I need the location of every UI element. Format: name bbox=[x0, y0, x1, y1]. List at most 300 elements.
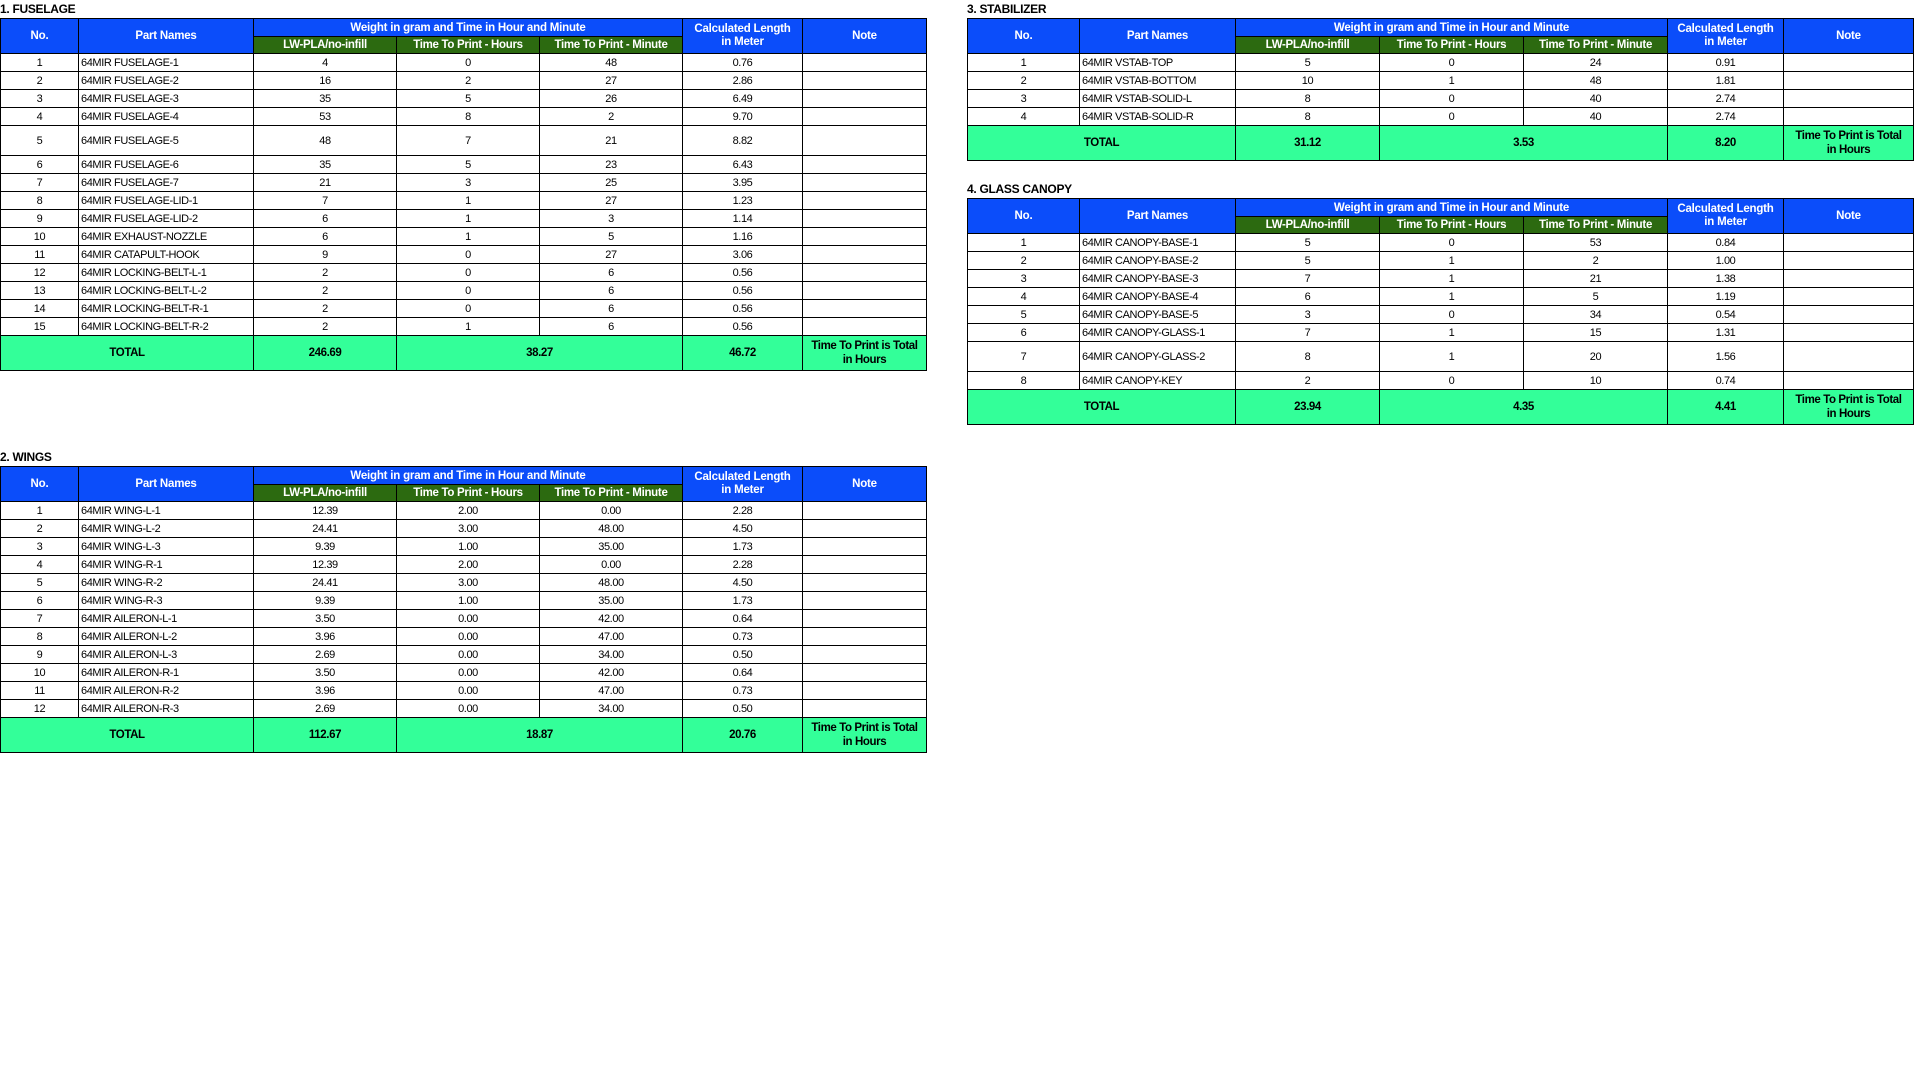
cell-weight: 16 bbox=[254, 72, 397, 90]
cell-note bbox=[803, 192, 927, 210]
table-row bbox=[1, 556, 927, 574]
cell-minutes: 47.00 bbox=[540, 628, 683, 646]
table-row bbox=[1, 126, 927, 156]
cell-no: 4 bbox=[1, 108, 79, 126]
cell-part-name: 64MIR LOCKING-BELT-R-1 bbox=[79, 300, 254, 318]
cell-note bbox=[1784, 372, 1914, 390]
cell-no: 12 bbox=[1, 700, 79, 718]
cell-part-name: 64MIR LOCKING-BELT-L-1 bbox=[79, 264, 254, 282]
header-hours: Time To Print - Hours bbox=[397, 37, 540, 54]
cell-hours: 0 bbox=[397, 300, 540, 318]
cell-no: 2 bbox=[968, 252, 1080, 270]
cell-length: 8.82 bbox=[683, 126, 803, 156]
cell-weight: 2 bbox=[254, 318, 397, 336]
table-body bbox=[968, 234, 1914, 425]
cell-note bbox=[803, 538, 927, 556]
cell-no: 8 bbox=[1, 192, 79, 210]
table-row bbox=[968, 288, 1914, 306]
cell-no: 8 bbox=[1, 628, 79, 646]
cell-hours: 1 bbox=[1380, 72, 1524, 90]
total-length: 8.20 bbox=[1668, 126, 1784, 161]
cell-minutes: 40 bbox=[1524, 108, 1668, 126]
cell-note bbox=[803, 156, 927, 174]
cell-length: 1.00 bbox=[1668, 252, 1784, 270]
cell-length: 1.38 bbox=[1668, 270, 1784, 288]
cell-hours: 1 bbox=[1380, 252, 1524, 270]
cell-part-name: 64MIR VSTAB-SOLID-R bbox=[1080, 108, 1236, 126]
cell-minutes: 6 bbox=[540, 264, 683, 282]
cell-weight: 2 bbox=[254, 300, 397, 318]
cell-minutes: 21 bbox=[1524, 270, 1668, 288]
cell-no: 13 bbox=[1, 282, 79, 300]
cell-no: 6 bbox=[1, 156, 79, 174]
cell-note bbox=[803, 126, 927, 156]
cell-part-name: 64MIR VSTAB-SOLID-L bbox=[1080, 90, 1236, 108]
cell-note bbox=[1784, 108, 1914, 126]
cell-no: 3 bbox=[968, 90, 1080, 108]
cell-hours: 1 bbox=[397, 210, 540, 228]
table-row bbox=[968, 324, 1914, 342]
cell-length: 1.73 bbox=[683, 538, 803, 556]
cell-part-name: 64MIR FUSELAGE-LID-1 bbox=[79, 192, 254, 210]
total-label: TOTAL bbox=[1, 336, 254, 371]
header-minutes: Time To Print - Minute bbox=[540, 37, 683, 54]
cell-note bbox=[803, 592, 927, 610]
header-note: Note bbox=[1784, 19, 1914, 54]
cell-minutes: 6 bbox=[540, 318, 683, 336]
cell-part-name: 64MIR CANOPY-GLASS-2 bbox=[1080, 342, 1236, 372]
cell-note bbox=[803, 318, 927, 336]
header-group: Weight in gram and Time in Hour and Minute bbox=[254, 19, 683, 37]
header-note: Note bbox=[803, 467, 927, 502]
table-row bbox=[1, 664, 927, 682]
cell-minutes: 34.00 bbox=[540, 646, 683, 664]
cell-length: 0.73 bbox=[683, 682, 803, 700]
cell-note bbox=[803, 556, 927, 574]
cell-minutes: 34 bbox=[1524, 306, 1668, 324]
cell-hours: 5 bbox=[397, 156, 540, 174]
cell-hours: 2 bbox=[397, 72, 540, 90]
table-header bbox=[1, 467, 927, 502]
cell-note bbox=[803, 682, 927, 700]
cell-length: 0.56 bbox=[683, 282, 803, 300]
cell-no: 2 bbox=[968, 72, 1080, 90]
cell-hours: 0 bbox=[1380, 306, 1524, 324]
cell-length: 3.06 bbox=[683, 246, 803, 264]
cell-weight: 3.50 bbox=[254, 664, 397, 682]
header-weight: LW-PLA/no-infill bbox=[1236, 217, 1380, 234]
table-row bbox=[968, 252, 1914, 270]
cell-length: 0.76 bbox=[683, 54, 803, 72]
cell-length: 0.56 bbox=[683, 318, 803, 336]
cell-note bbox=[803, 646, 927, 664]
stabilizer-section bbox=[967, 2, 1914, 161]
cell-weight: 7 bbox=[1236, 270, 1380, 288]
cell-minutes: 26 bbox=[540, 90, 683, 108]
total-time: 3.53 bbox=[1380, 126, 1668, 161]
cell-hours: 0 bbox=[1380, 234, 1524, 252]
cell-minutes: 23 bbox=[540, 156, 683, 174]
cell-hours: 0 bbox=[1380, 90, 1524, 108]
cell-hours: 0 bbox=[397, 264, 540, 282]
cell-length: 0.54 bbox=[1668, 306, 1784, 324]
cell-note bbox=[1784, 306, 1914, 324]
cell-length: 6.43 bbox=[683, 156, 803, 174]
cell-minutes: 21 bbox=[540, 126, 683, 156]
cell-hours: 1.00 bbox=[397, 538, 540, 556]
cell-weight: 5 bbox=[1236, 234, 1380, 252]
cell-length: 1.56 bbox=[1668, 342, 1784, 372]
table-row bbox=[1, 90, 927, 108]
cell-weight: 4 bbox=[254, 54, 397, 72]
canopy-table bbox=[967, 198, 1914, 425]
table-row bbox=[1, 174, 927, 192]
cell-part-name: 64MIR LOCKING-BELT-R-2 bbox=[79, 318, 254, 336]
cell-weight: 10 bbox=[1236, 72, 1380, 90]
cell-no: 15 bbox=[1, 318, 79, 336]
table-row bbox=[968, 342, 1914, 372]
cell-minutes: 35.00 bbox=[540, 538, 683, 556]
cell-hours: 0.00 bbox=[397, 664, 540, 682]
cell-hours: 0 bbox=[1380, 372, 1524, 390]
cell-minutes: 0.00 bbox=[540, 556, 683, 574]
table-body bbox=[968, 54, 1914, 161]
cell-no: 5 bbox=[1, 126, 79, 156]
header-weight: LW-PLA/no-infill bbox=[254, 37, 397, 54]
table-row bbox=[1, 282, 927, 300]
total-row bbox=[1, 718, 927, 753]
cell-weight: 6 bbox=[254, 228, 397, 246]
cell-part-name: 64MIR AILERON-R-1 bbox=[79, 664, 254, 682]
header-hours: Time To Print - Hours bbox=[397, 485, 540, 502]
cell-note bbox=[1784, 234, 1914, 252]
cell-length: 0.91 bbox=[1668, 54, 1784, 72]
cell-part-name: 64MIR CANOPY-BASE-2 bbox=[1080, 252, 1236, 270]
cell-hours: 5 bbox=[397, 90, 540, 108]
cell-note bbox=[803, 264, 927, 282]
cell-minutes: 48.00 bbox=[540, 520, 683, 538]
cell-length: 9.70 bbox=[683, 108, 803, 126]
cell-hours: 1 bbox=[397, 318, 540, 336]
cell-no: 11 bbox=[1, 246, 79, 264]
cell-no: 6 bbox=[1, 592, 79, 610]
table-row bbox=[968, 54, 1914, 72]
cell-minutes: 27 bbox=[540, 246, 683, 264]
cell-hours: 2.00 bbox=[397, 502, 540, 520]
cell-weight: 24.41 bbox=[254, 520, 397, 538]
cell-note bbox=[1784, 288, 1914, 306]
table-row bbox=[1, 264, 927, 282]
table-row bbox=[1, 502, 927, 520]
header-length: Calculated Length in Meter bbox=[1668, 199, 1784, 234]
cell-minutes: 15 bbox=[1524, 324, 1668, 342]
total-weight: 112.67 bbox=[254, 718, 397, 753]
wings-table bbox=[0, 466, 927, 753]
cell-hours: 7 bbox=[397, 126, 540, 156]
cell-length: 1.23 bbox=[683, 192, 803, 210]
cell-part-name: 64MIR FUSELAGE-6 bbox=[79, 156, 254, 174]
cell-minutes: 25 bbox=[540, 174, 683, 192]
cell-weight: 3 bbox=[1236, 306, 1380, 324]
cell-part-name: 64MIR FUSELAGE-1 bbox=[79, 54, 254, 72]
cell-weight: 53 bbox=[254, 108, 397, 126]
cell-minutes: 2 bbox=[1524, 252, 1668, 270]
cell-part-name: 64MIR WING-R-2 bbox=[79, 574, 254, 592]
table-row bbox=[968, 372, 1914, 390]
cell-part-name: 64MIR FUSELAGE-5 bbox=[79, 126, 254, 156]
cell-minutes: 6 bbox=[540, 300, 683, 318]
cell-weight: 6 bbox=[254, 210, 397, 228]
total-weight: 23.94 bbox=[1236, 390, 1380, 425]
cell-minutes: 48.00 bbox=[540, 574, 683, 592]
cell-hours: 1.00 bbox=[397, 592, 540, 610]
cell-note bbox=[803, 54, 927, 72]
cell-length: 0.50 bbox=[683, 646, 803, 664]
header-no: No. bbox=[1, 19, 79, 54]
cell-no: 7 bbox=[1, 610, 79, 628]
cell-hours: 0 bbox=[397, 282, 540, 300]
cell-no: 1 bbox=[968, 234, 1080, 252]
cell-hours: 8 bbox=[397, 108, 540, 126]
header-length: Calculated Length in Meter bbox=[683, 467, 803, 502]
table-row bbox=[1, 574, 927, 592]
cell-part-name: 64MIR WING-L-1 bbox=[79, 502, 254, 520]
cell-note bbox=[1784, 252, 1914, 270]
cell-part-name: 64MIR VSTAB-BOTTOM bbox=[1080, 72, 1236, 90]
cell-hours: 0 bbox=[397, 54, 540, 72]
cell-length: 0.64 bbox=[683, 664, 803, 682]
cell-weight: 9.39 bbox=[254, 592, 397, 610]
cell-hours: 0.00 bbox=[397, 646, 540, 664]
cell-minutes: 6 bbox=[540, 282, 683, 300]
section-title: 2. WINGS bbox=[0, 450, 52, 464]
table-body bbox=[1, 54, 927, 371]
cell-minutes: 48 bbox=[540, 54, 683, 72]
cell-no: 1 bbox=[1, 502, 79, 520]
cell-part-name: 64MIR FUSELAGE-4 bbox=[79, 108, 254, 126]
cell-minutes: 53 bbox=[1524, 234, 1668, 252]
table-row bbox=[1, 646, 927, 664]
cell-minutes: 3 bbox=[540, 210, 683, 228]
total-row bbox=[968, 126, 1914, 161]
cell-weight: 12.39 bbox=[254, 556, 397, 574]
cell-length: 0.84 bbox=[1668, 234, 1784, 252]
cell-length: 2.74 bbox=[1668, 108, 1784, 126]
cell-length: 0.73 bbox=[683, 628, 803, 646]
cell-length: 0.50 bbox=[683, 700, 803, 718]
table-row bbox=[1, 54, 927, 72]
cell-note bbox=[803, 174, 927, 192]
cell-weight: 5 bbox=[1236, 252, 1380, 270]
cell-weight: 9 bbox=[254, 246, 397, 264]
cell-part-name: 64MIR VSTAB-TOP bbox=[1080, 54, 1236, 72]
total-weight: 246.69 bbox=[254, 336, 397, 371]
total-label: TOTAL bbox=[1, 718, 254, 753]
header-part-names: Part Names bbox=[1080, 199, 1236, 234]
cell-length: 0.56 bbox=[683, 264, 803, 282]
cell-length: 3.95 bbox=[683, 174, 803, 192]
cell-weight: 7 bbox=[1236, 324, 1380, 342]
cell-note bbox=[803, 90, 927, 108]
header-minutes: Time To Print - Minute bbox=[1524, 37, 1668, 54]
cell-no: 6 bbox=[968, 324, 1080, 342]
cell-minutes: 20 bbox=[1524, 342, 1668, 372]
cell-no: 1 bbox=[968, 54, 1080, 72]
cell-hours: 1 bbox=[397, 192, 540, 210]
cell-weight: 8 bbox=[1236, 90, 1380, 108]
cell-hours: 0.00 bbox=[397, 628, 540, 646]
cell-hours: 1 bbox=[397, 228, 540, 246]
total-note: Time To Print is Total in Hours bbox=[1784, 126, 1914, 161]
cell-note bbox=[803, 282, 927, 300]
cell-length: 2.28 bbox=[683, 556, 803, 574]
cell-length: 1.73 bbox=[683, 592, 803, 610]
total-note: Time To Print is Total in Hours bbox=[1784, 390, 1914, 425]
cell-part-name: 64MIR WING-R-1 bbox=[79, 556, 254, 574]
cell-part-name: 64MIR AILERON-L-1 bbox=[79, 610, 254, 628]
cell-weight: 3.96 bbox=[254, 682, 397, 700]
cell-part-name: 64MIR CANOPY-BASE-5 bbox=[1080, 306, 1236, 324]
cell-length: 1.81 bbox=[1668, 72, 1784, 90]
table-row bbox=[1, 228, 927, 246]
table-header bbox=[1, 19, 927, 54]
cell-hours: 0.00 bbox=[397, 700, 540, 718]
cell-hours: 0.00 bbox=[397, 682, 540, 700]
cell-note bbox=[1784, 90, 1914, 108]
cell-no: 2 bbox=[1, 520, 79, 538]
cell-note bbox=[1784, 342, 1914, 372]
total-row bbox=[1, 336, 927, 371]
cell-note bbox=[803, 628, 927, 646]
cell-hours: 0 bbox=[1380, 54, 1524, 72]
header-hours: Time To Print - Hours bbox=[1380, 217, 1524, 234]
cell-part-name: 64MIR AILERON-L-2 bbox=[79, 628, 254, 646]
fuselage-section bbox=[0, 2, 927, 371]
cell-no: 5 bbox=[1, 574, 79, 592]
header-no: No. bbox=[968, 199, 1080, 234]
table-row bbox=[968, 108, 1914, 126]
cell-length: 6.49 bbox=[683, 90, 803, 108]
wings-section bbox=[0, 450, 927, 753]
cell-note bbox=[803, 300, 927, 318]
cell-part-name: 64MIR FUSELAGE-LID-2 bbox=[79, 210, 254, 228]
cell-no: 1 bbox=[1, 54, 79, 72]
cell-no: 11 bbox=[1, 682, 79, 700]
header-part-names: Part Names bbox=[79, 19, 254, 54]
cell-part-name: 64MIR FUSELAGE-3 bbox=[79, 90, 254, 108]
cell-part-name: 64MIR FUSELAGE-7 bbox=[79, 174, 254, 192]
table-header bbox=[968, 19, 1914, 54]
total-note: Time To Print is Total in Hours bbox=[803, 336, 927, 371]
cell-weight: 3.96 bbox=[254, 628, 397, 646]
cell-part-name: 64MIR CANOPY-GLASS-1 bbox=[1080, 324, 1236, 342]
cell-part-name: 64MIR CANOPY-BASE-3 bbox=[1080, 270, 1236, 288]
table-row bbox=[1, 246, 927, 264]
cell-minutes: 48 bbox=[1524, 72, 1668, 90]
cell-length: 1.16 bbox=[683, 228, 803, 246]
cell-part-name: 64MIR AILERON-L-3 bbox=[79, 646, 254, 664]
table-row bbox=[968, 270, 1914, 288]
cell-minutes: 2 bbox=[540, 108, 683, 126]
cell-hours: 1 bbox=[1380, 342, 1524, 372]
total-length: 4.41 bbox=[1668, 390, 1784, 425]
cell-length: 4.50 bbox=[683, 520, 803, 538]
cell-hours: 1 bbox=[1380, 270, 1524, 288]
table-row bbox=[1, 700, 927, 718]
cell-part-name: 64MIR AILERON-R-3 bbox=[79, 700, 254, 718]
header-minutes: Time To Print - Minute bbox=[1524, 217, 1668, 234]
table-row bbox=[1, 628, 927, 646]
cell-note bbox=[803, 228, 927, 246]
cell-weight: 7 bbox=[254, 192, 397, 210]
cell-length: 1.31 bbox=[1668, 324, 1784, 342]
cell-no: 4 bbox=[968, 108, 1080, 126]
cell-minutes: 24 bbox=[1524, 54, 1668, 72]
cell-no: 10 bbox=[1, 664, 79, 682]
table-row bbox=[1, 682, 927, 700]
cell-weight: 2.69 bbox=[254, 646, 397, 664]
header-part-names: Part Names bbox=[79, 467, 254, 502]
header-weight: LW-PLA/no-infill bbox=[1236, 37, 1380, 54]
total-label: TOTAL bbox=[968, 390, 1236, 425]
header-note: Note bbox=[1784, 199, 1914, 234]
cell-no: 4 bbox=[968, 288, 1080, 306]
cell-minutes: 42.00 bbox=[540, 664, 683, 682]
stabilizer-table bbox=[967, 18, 1914, 161]
cell-weight: 24.41 bbox=[254, 574, 397, 592]
table-row bbox=[1, 592, 927, 610]
canopy-section bbox=[967, 182, 1914, 425]
cell-note bbox=[803, 610, 927, 628]
cell-weight: 9.39 bbox=[254, 538, 397, 556]
cell-no: 5 bbox=[968, 306, 1080, 324]
header-length: Calculated Length in Meter bbox=[1668, 19, 1784, 54]
header-no: No. bbox=[1, 467, 79, 502]
cell-part-name: 64MIR LOCKING-BELT-L-2 bbox=[79, 282, 254, 300]
total-row bbox=[968, 390, 1914, 425]
cell-weight: 3.50 bbox=[254, 610, 397, 628]
cell-note bbox=[803, 520, 927, 538]
header-group: Weight in gram and Time in Hour and Minute bbox=[1236, 199, 1668, 217]
cell-part-name: 64MIR CANOPY-BASE-4 bbox=[1080, 288, 1236, 306]
cell-minutes: 27 bbox=[540, 192, 683, 210]
header-group: Weight in gram and Time in Hour and Minute bbox=[1236, 19, 1668, 37]
cell-minutes: 5 bbox=[540, 228, 683, 246]
total-label: TOTAL bbox=[968, 126, 1236, 161]
table-row bbox=[1, 108, 927, 126]
cell-no: 10 bbox=[1, 228, 79, 246]
table-row bbox=[968, 72, 1914, 90]
cell-no: 2 bbox=[1, 72, 79, 90]
cell-length: 2.28 bbox=[683, 502, 803, 520]
header-minutes: Time To Print - Minute bbox=[540, 485, 683, 502]
table-row bbox=[1, 300, 927, 318]
cell-hours: 1 bbox=[1380, 288, 1524, 306]
cell-length: 0.74 bbox=[1668, 372, 1784, 390]
cell-minutes: 27 bbox=[540, 72, 683, 90]
cell-weight: 6 bbox=[1236, 288, 1380, 306]
cell-hours: 3.00 bbox=[397, 520, 540, 538]
cell-hours: 3 bbox=[397, 174, 540, 192]
cell-note bbox=[1784, 270, 1914, 288]
cell-weight: 5 bbox=[1236, 54, 1380, 72]
table-body bbox=[1, 502, 927, 753]
total-weight: 31.12 bbox=[1236, 126, 1380, 161]
cell-note bbox=[803, 246, 927, 264]
cell-part-name: 64MIR AILERON-R-2 bbox=[79, 682, 254, 700]
cell-no: 14 bbox=[1, 300, 79, 318]
total-length: 46.72 bbox=[683, 336, 803, 371]
